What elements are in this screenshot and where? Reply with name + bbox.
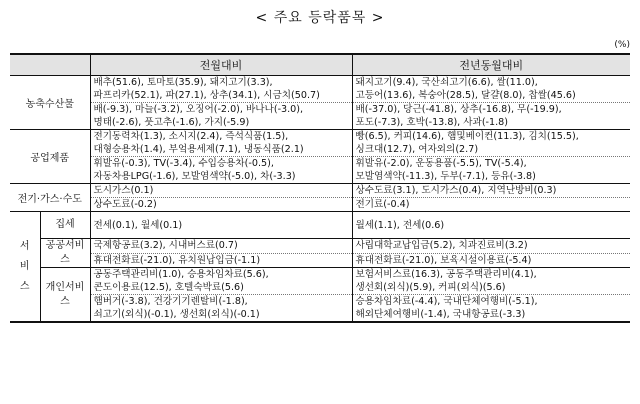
list-item: 보험서비스료(16.3), 공동주택관리비(4.1), (355, 269, 537, 280)
row-label-industry: 공업제품 (10, 130, 90, 184)
services-label: 서비스 (19, 240, 30, 292)
personal-monthly-down-1 (90, 295, 352, 309)
table-row (10, 130, 630, 157)
agri-yearly-up (352, 76, 630, 103)
utility-yearly-up (352, 184, 630, 198)
page-title: < 주요 등락품목 > (255, 10, 385, 26)
list-item: 사립대학교납입금(5.2), 치과진료비(3.2) (355, 240, 528, 252)
table-row (10, 212, 630, 239)
personal-yearly-down-1 (352, 295, 630, 309)
row-label-personal (40, 268, 90, 323)
list-item: 휘발유(-0.3), TV(-3.4), 수입승용차(-0.5), (93, 158, 274, 169)
personal-yearly-up-2 (352, 281, 630, 295)
list-item: 대형승용차(1.4), 부엌용세제(7.1), 냉동식품(2.1) (93, 144, 304, 155)
public-yearly-down (352, 253, 630, 268)
utility-monthly-down (90, 198, 352, 212)
list-item: 모발염색약(-11.3), 두부(-7.1), 등유(-3.8) (355, 171, 536, 182)
public-label: 공공서비스 (45, 240, 85, 265)
list-item: 휴대전화료(-21.0), 유치원납입금(-1.1) (93, 254, 261, 266)
list-item: 햄버거(-3.8), 건강기기렌탈비(-1.8), (93, 296, 248, 307)
list-item: 전기료(-0.4) (355, 199, 410, 210)
list-item: 콘도이용료(12.5), 호텔숙박료(5.6) (93, 282, 244, 293)
personal-yearly-up-1 (352, 268, 630, 282)
price-change-table (10, 53, 630, 323)
industry-yearly-up (352, 130, 630, 157)
list-item: 파프리카(52.1), 파(27.1), 상추(34.1), 시금치(50.7) (93, 90, 320, 101)
list-item: 배(-37.0), 당근(-41.8), 상추(-16.8), 무(-19.9), (355, 104, 562, 115)
public-yearly-up (352, 239, 630, 254)
list-item: 도시가스(0.1) (93, 185, 154, 196)
table-row (10, 103, 630, 130)
table-row (10, 295, 630, 309)
row-label-public (40, 239, 90, 268)
utility-yearly-down (352, 198, 630, 212)
personal-monthly-up-1 (90, 268, 352, 282)
list-item: 생선회(외식)(5.9), 커피(외식)(5.6) (355, 282, 506, 293)
list-item: 고등어(13.6), 복숭아(28.5), 달걀(8.0), 찹쌀(45.6) (355, 90, 576, 101)
personal-label: 개인서비스 (45, 281, 85, 307)
list-item: 배추(51.6), 토마토(35.9), 돼지고기(3.3), (93, 77, 273, 88)
agri-yearly-down (352, 103, 630, 130)
table-row (10, 157, 630, 184)
row-label-agri: 농축수산물 (25, 99, 74, 110)
table-row (10, 253, 630, 268)
list-item: 상수도료(3.1), 도시가스(0.4), 지역난방비(0.3) (355, 185, 557, 196)
agri-monthly-down (90, 103, 352, 130)
table-row (10, 308, 630, 322)
table-row (10, 281, 630, 295)
list-item: 빵(6.5), 커피(14.6), 햄및베이컨(11.3), 김치(15.5), (355, 131, 579, 142)
personal-monthly-down-2 (90, 308, 352, 322)
utility-monthly-up (90, 184, 352, 198)
list-item: 전기동력차(1.3), 소시지(2.4), 즉석식품(1.5), (93, 131, 289, 142)
list-item: 전세(0.1), 월세(0.1) (93, 219, 183, 231)
list-item: 포도(-7.3), 호박(-13.8), 사과(-1.8) (355, 117, 509, 128)
header-yearly: 전년동월대비 (352, 54, 630, 76)
list-item: 공동주택관리비(1.0), 승용차임차료(5.6), (93, 269, 269, 280)
row-label-services (10, 212, 40, 323)
public-monthly-down (90, 253, 352, 268)
table-row (10, 198, 630, 212)
industry-monthly-down (90, 157, 352, 184)
table-header-row (10, 54, 630, 76)
rent-yearly (352, 212, 630, 239)
table-row (10, 268, 630, 282)
personal-yearly-down-2 (352, 308, 630, 322)
list-item: 돼지고기(9.4), 국산쇠고기(6.6), 쌀(11.0), (355, 77, 538, 88)
header-monthly: 전월대비 (90, 54, 352, 76)
list-item: 승용차임차료(-4.4), 국내단체여행비(-5.1), (355, 296, 538, 307)
list-item: 휴대전화료(-21.0), 보육시설이용료(-5.4) (355, 254, 532, 266)
header-category (10, 54, 90, 76)
public-monthly-up (90, 239, 352, 254)
personal-monthly-up-2 (90, 281, 352, 295)
list-item: 상수도료(-0.2) (93, 199, 157, 210)
unit-label: (%) (614, 40, 630, 50)
rent-monthly (90, 212, 352, 239)
row-label-utility: 전기·가스·수도 (10, 184, 90, 212)
list-item: 국제항공료(3.2), 시내버스료(0.7) (93, 240, 238, 252)
list-item: 자동차용LPG(-1.6), 모발염색약(-5.0), 차(-3.3) (93, 171, 296, 182)
list-item: 배(-9.3), 마늘(-3.2), 오징어(-2.0), 바나나(-3.0), (93, 104, 304, 115)
list-item: 쇠고기(외식)(-0.1), 생선회(외식)(-0.1) (93, 309, 260, 320)
industry-yearly-down (352, 157, 630, 184)
list-item: 해외단체여행비(-1.4), 국내항공료(-3.3) (355, 309, 526, 320)
table-row (10, 239, 630, 254)
industry-monthly-up (90, 130, 352, 157)
list-item: 명태(-2.6), 풋고추(-1.6), 가지(-5.9) (93, 117, 250, 128)
agri-monthly-up (90, 76, 352, 103)
row-label-rent: 집세 (40, 212, 90, 239)
list-item: 싱크대(12.7), 여자외의(2.7) (355, 144, 479, 155)
list-item: 월세(1.1), 전세(0.6) (355, 219, 445, 231)
table-row (10, 184, 630, 198)
table-row (10, 76, 630, 103)
list-item: 휘발유(-2.0), 운동용품(-5.5), TV(-5.4), (355, 158, 527, 169)
